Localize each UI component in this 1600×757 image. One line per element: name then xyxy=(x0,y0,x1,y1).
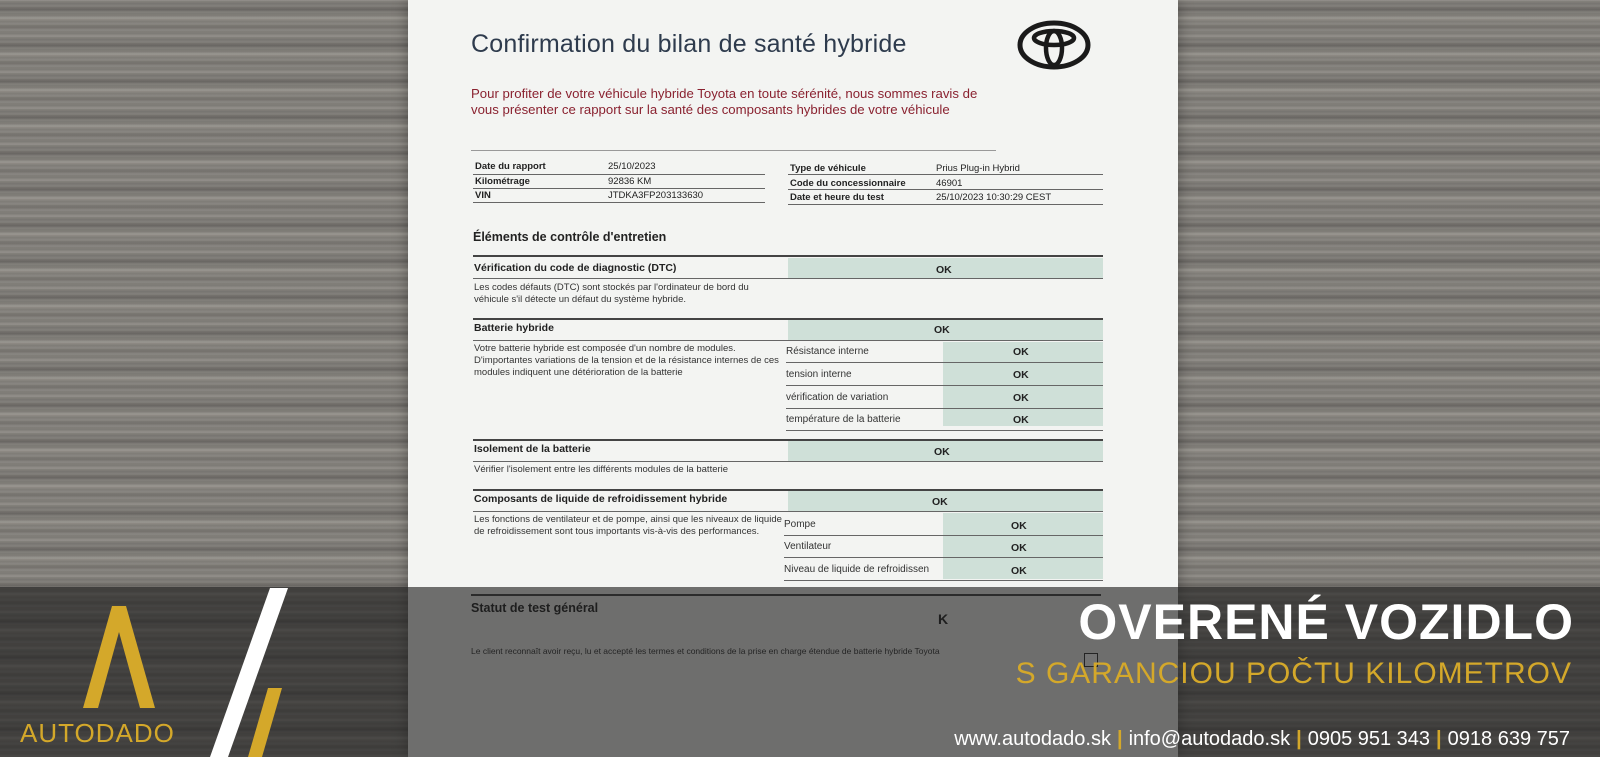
contact-separator: | xyxy=(1296,728,1302,750)
coolant-item-status: OK xyxy=(1011,542,1027,554)
intro-text: Pour profiter de votre véhicule hybride Toyota en toute sérénité, nous sommes ravis de vous présenter ce rapport sur la santé des composants hybrides de votre véhicule xyxy=(471,86,978,117)
test-datetime-value: 25/10/2023 10:30:29 CEST xyxy=(936,192,1052,203)
test-datetime-label: Date et heure du test xyxy=(790,192,884,203)
coolant-item-status: OK xyxy=(1011,565,1027,577)
dtc-description: Les codes défauts (DTC) sont stockés par l'ordinateur de bord du véhicule s'il détecte un défaut du système hybride. xyxy=(474,282,749,305)
coolant-item-label: Ventilateur xyxy=(784,541,832,552)
isolation-status: OK xyxy=(934,446,950,458)
toyota-logo xyxy=(1016,20,1092,70)
promo-headline: OVERENÉ VOZIDLO xyxy=(1078,594,1574,650)
autodado-logo-mark xyxy=(20,598,190,716)
email-link: info@autodado.sk xyxy=(1128,728,1291,750)
brand-slash-graphic xyxy=(200,588,300,757)
mileage-label: Kilométrage xyxy=(475,176,530,187)
report-title: Confirmation du bilan de santé hybride xyxy=(471,30,907,58)
dealer-code-value: 46901 xyxy=(936,178,963,189)
website-link: www.autodado.sk xyxy=(954,728,1111,750)
battery-item-label: Résistance interne xyxy=(786,346,869,357)
battery-item-label: tension interne xyxy=(786,369,852,380)
dealer-code-label: Code du concessionnaire xyxy=(790,178,906,189)
vin-label: VIN xyxy=(475,190,491,201)
promo-subline: S GARANCIOU POČTU KILOMETROV xyxy=(1015,657,1572,690)
battery-description: Votre batterie hybride est composée d'un nombre de modules. D'importantes variations de la tension et de la résistance internes de ces modules indiquent une détérioration de la batterie xyxy=(474,343,779,378)
coolant-item-status: OK xyxy=(1011,520,1027,532)
dtc-check-title: Vérification du code de diagnostic (DTC) xyxy=(474,262,677,274)
battery-title: Batterie hybride xyxy=(474,322,554,334)
isolation-title: Isolement de la batterie xyxy=(474,443,591,455)
battery-item-status: OK xyxy=(1013,369,1029,381)
maintenance-section-title: Éléments de contrôle d'entretien xyxy=(473,230,667,244)
battery-item-label: vérification de variation xyxy=(786,392,889,403)
contact-line xyxy=(954,728,1570,751)
battery-item-label: température de la batterie xyxy=(786,414,901,425)
coolant-item-label: Niveau de liquide de refroidissen xyxy=(784,564,930,575)
coolant-item-label: Pompe xyxy=(784,519,816,530)
vin-value: JTDKA3FP203133630 xyxy=(608,190,704,201)
report-date-label: Date du rapport xyxy=(475,161,546,172)
coolant-status: OK xyxy=(932,496,948,508)
coolant-description: Les fonctions de ventilateur et de pompe, ainsi que les niveaux de liquide de refroidissement sont tous importants vis-à-vis des performances. xyxy=(474,514,782,537)
battery-item-status: OK xyxy=(1013,414,1029,426)
brand-name: AUTODADO xyxy=(20,718,175,748)
report-date-value: 25/10/2023 xyxy=(608,161,656,172)
vehicle-type-value: Prius Plug-in Hybrid xyxy=(936,163,1020,174)
isolation-description: Vérifier l'isolement entre les différents modules de la batterie xyxy=(474,464,729,475)
phone-2: 0918 639 757 xyxy=(1447,728,1570,750)
coolant-title: Composants de liquide de refroidissement hybride xyxy=(474,493,728,505)
contact-separator: | xyxy=(1116,728,1123,750)
mileage-value: 92836 KM xyxy=(608,176,652,187)
phone-1: 0905 951 343 xyxy=(1307,728,1431,750)
contact-separator: | xyxy=(1436,728,1442,750)
dtc-status: OK xyxy=(936,264,952,276)
battery-item-status: OK xyxy=(1013,346,1029,358)
battery-item-status: OK xyxy=(1013,392,1029,404)
battery-status: OK xyxy=(934,324,950,336)
vehicle-type-label: Type de véhicule xyxy=(790,163,866,174)
